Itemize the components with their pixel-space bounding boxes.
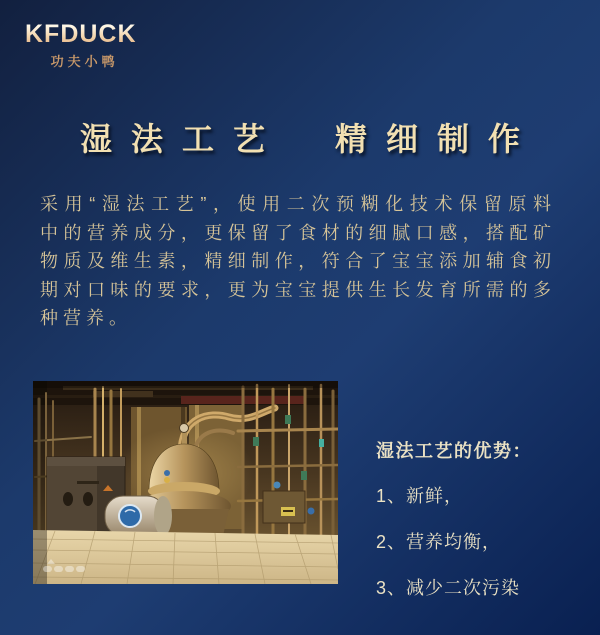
advantage-item: 3、减少二次污染: [376, 578, 521, 598]
advantages-heading: 湿法工艺的优势：: [376, 441, 532, 461]
motor-cylinder: [105, 496, 172, 536]
control-box: [263, 491, 305, 523]
brand-logo: [25, 18, 145, 70]
advantages-panel: [376, 437, 532, 600]
paragraph-line: 种营养。: [40, 308, 132, 328]
description-paragraph: [40, 190, 556, 333]
advantage-item: 1、新鲜，: [376, 486, 464, 506]
page-title: 湿法工艺 精细制作: [79, 121, 539, 157]
paragraph-line: 物质及维生素，精细制作，符合了宝宝添加辅食初: [40, 251, 556, 271]
paragraph-line: 采用“湿法工艺”，使用二次预糊化技术保留原料: [40, 194, 556, 214]
tiled-floor: [33, 530, 338, 584]
brand-name: KFDUCK: [25, 20, 137, 48]
registered-trademark-icon: ®: [136, 18, 145, 28]
paragraph-line: 期对口味的要求，更为宝宝提供生长发育所需的多: [40, 279, 556, 300]
advantage-item: 2、营养均衡，: [376, 532, 502, 552]
brand-subtitle: 功夫小鸭: [50, 54, 119, 69]
paragraph-line: 中的营养成分，更保留了食材的细腻口感，搭配矿: [40, 222, 556, 243]
factory-photo-illustration: [33, 381, 338, 584]
brand-wordmark: [25, 18, 145, 48]
factory-photo: [33, 381, 338, 584]
